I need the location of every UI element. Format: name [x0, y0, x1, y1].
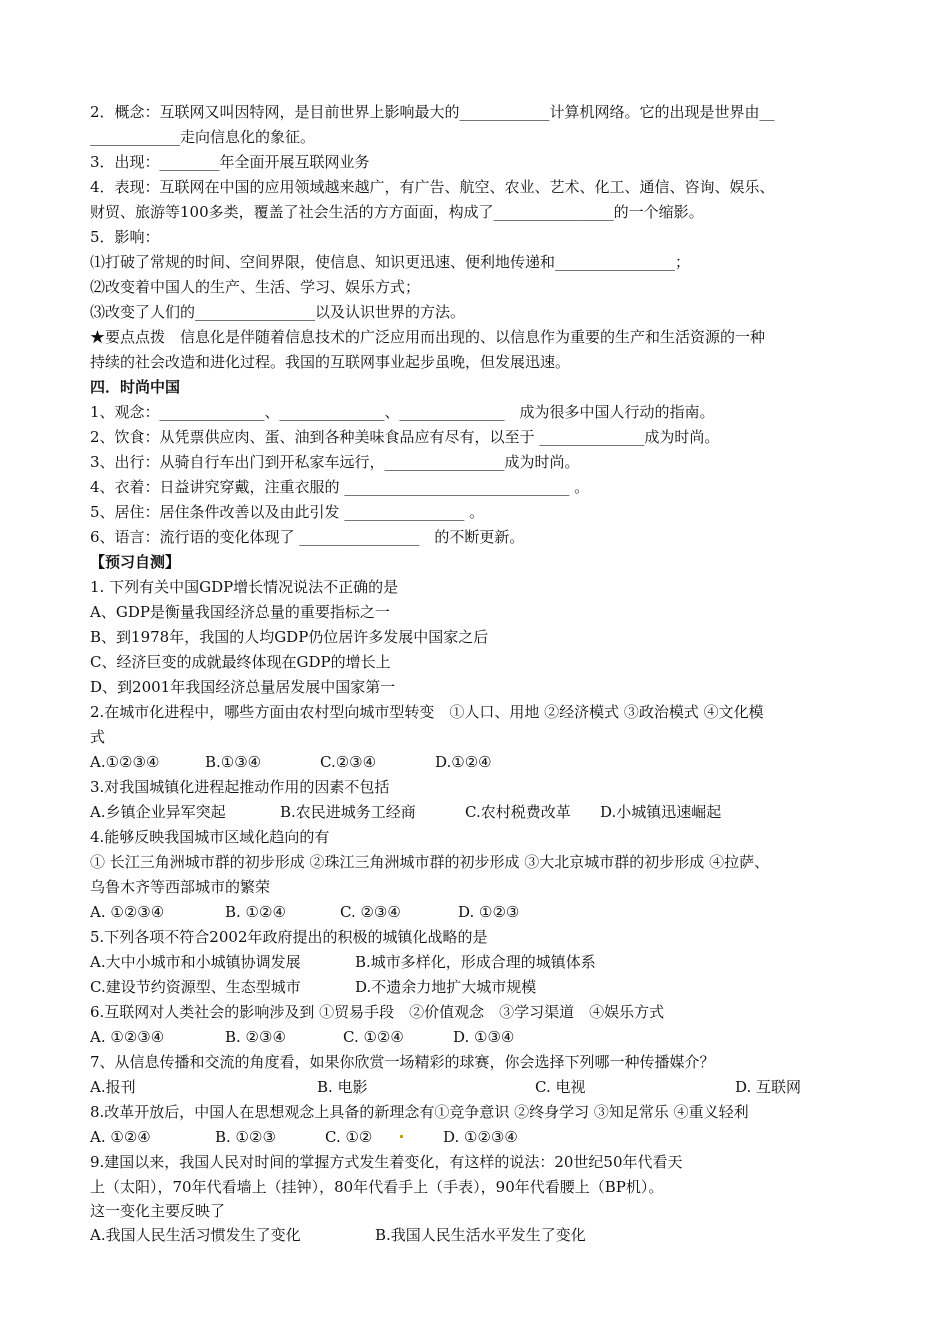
q8-option-a: A. ①②④	[90, 1128, 151, 1146]
q7-option-a: A.报刊	[90, 1078, 136, 1096]
q3-option-b: B.农民进城务工经商	[280, 803, 416, 821]
q6-option-b: B. ②③④	[225, 1028, 286, 1046]
q9-option-b: B.我国人民生活水平发生了变化	[375, 1226, 586, 1244]
question-8: 8.改革开放后，中国人在思想观念上具备的新理念有①竞争意识 ②终身学习 ③知足常乐 ④重义轻利	[90, 1103, 749, 1121]
q5-option-b: B.城市多样化，形成合理的城镇体系	[355, 953, 596, 971]
question-4-items-line-2: 乌鲁木齐等西部城市的繁荣	[90, 878, 271, 896]
q1-option-b: B、到1978年，我国的人均GDP仍位居许多发展中国家之后	[90, 628, 489, 646]
q7-option-c: C. 电视	[535, 1078, 586, 1096]
q5-options-row-1	[90, 951, 865, 973]
concept-line-1: 2．概念：互联网又叫因特网，是目前世界上影响最大的____________计算机网络。它的出现是世界由__	[90, 103, 775, 121]
q3-option-a: A.乡镇企业异军突起	[90, 803, 226, 821]
fashion-item-3: 3、出行：从骑自行车出门到开私家车远行，________________成为时尚。	[90, 453, 580, 471]
q4-option-c: C. ②③④	[340, 903, 401, 921]
influence-item-2: ⑵改变着中国人的生产、生活、学习、娱乐方式；	[90, 278, 421, 296]
key-point-line-2: 持续的社会改造和进化过程。我国的互联网事业起步虽晚，但发展迅速。	[90, 353, 571, 371]
fashion-item-4: 4、衣着：日益讲究穿戴，注重衣服的 ______________________________ 。	[90, 478, 590, 496]
q5-option-a: A.大中小城市和小城镇协调发展	[90, 953, 301, 971]
q6-option-a: A. ①②③④	[90, 1028, 165, 1046]
appearance-line: 3．出现：________年全面开展互联网业务	[90, 153, 370, 171]
influence-heading: 5．影响：	[90, 228, 160, 246]
question-2-line-1: 2.在城市化进程中，哪些方面由农村型向城市型转变 ①人口、用地 ②经济模式 ③政治模式 ④文化模	[90, 703, 764, 721]
question-2-line-2: 式	[90, 728, 106, 746]
q8-options	[90, 1126, 865, 1148]
q2-option-a: A.①②③④	[90, 753, 160, 771]
q1-option-c: C、经济巨变的成就最终体现在GDP的增长上	[90, 653, 391, 671]
q2-option-c: C.②③④	[320, 753, 377, 771]
q7-option-b: B. 电影	[317, 1078, 368, 1096]
key-point-line-1: ★要点点拨 信息化是伴随着信息技术的广泛应用而出现的、以信息作为重要的生产和生活资源的一种	[90, 328, 766, 346]
influence-item-3: ⑶改变了人们的________________以及认识世界的方法。	[90, 303, 466, 321]
q8-option-d: D. ①②③④	[443, 1128, 518, 1146]
fashion-item-6: 6、语言：流行语的变化体现了 ________________ 的不断更新。	[90, 528, 525, 546]
q6-option-c: C. ①②④	[343, 1028, 404, 1046]
question-4: 4.能够反映我国城市区域化趋向的有	[90, 828, 330, 846]
q3-option-d: D.小城镇迅速崛起	[600, 803, 722, 821]
question-9-line-3: 这一变化主要反映了	[90, 1202, 226, 1220]
concept-line-2: ____________走向信息化的象征。	[90, 128, 316, 146]
q9-options	[90, 1224, 865, 1246]
q7-options	[90, 1076, 865, 1098]
q8-option-c: C. ①②	[325, 1128, 373, 1146]
q1-option-d: D、到2001年我国经济总量居发展中国家第一	[90, 678, 396, 696]
q2-option-d: D.①②④	[435, 753, 492, 771]
performance-line-1: 4．表现：互联网在中国的应用领域越来越广，有广告、航空、农业、艺术、化工、通信、咨询、娱乐、	[90, 178, 775, 196]
question-7: 7、从信息传播和交流的角度看，如果你欣赏一场精彩的球赛，你会选择下列哪一种传播媒介？	[90, 1053, 715, 1071]
q8-option-b: B. ①②③	[215, 1128, 276, 1146]
q7-option-d: D. 互联网	[735, 1078, 802, 1096]
q1-option-a: A、GDP是衡量我国经济总量的重要指标之一	[90, 603, 390, 621]
question-9-line-2: 上（太阳），70年代看墙上（挂钟），80年代看手上（手表），90年代看腰上（BP机）。	[90, 1178, 664, 1196]
question-6: 6.互联网对人类社会的影响涉及到 ①贸易手段 ②价值观念 ③学习渠道 ④娱乐方式	[90, 1003, 665, 1021]
q5-option-c: C.建设节约资源型、生态型城市	[90, 978, 301, 996]
section-heading-self-test: 【预习自测】	[90, 553, 181, 571]
question-9-line-1: 9.建国以来，我国人民对时间的掌握方式发生着变化，有这样的说法：20世纪50年代看天	[90, 1153, 683, 1171]
q6-option-d: D. ①③④	[453, 1028, 515, 1046]
q4-option-b: B. ①②④	[225, 903, 286, 921]
fashion-item-2: 2、饮食：从凭票供应肉、蛋、油到各种美味食品应有尽有，以至于 ______________成为时尚。	[90, 428, 720, 446]
q4-option-d: D. ①②③	[458, 903, 520, 921]
q5-options-row-2	[90, 976, 865, 998]
section-heading-fashion-china: 四．时尚中国	[90, 378, 181, 396]
q4-option-a: A. ①②③④	[90, 903, 165, 921]
q2-options	[90, 751, 865, 773]
performance-line-2: 财贸、旅游等100多类，覆盖了社会生活的方方面面，构成了________________的一个缩影。	[90, 203, 704, 221]
fashion-item-1: 1、观念：______________、______________、______________ 成为很多中国人行动的指南。	[90, 403, 715, 421]
q3-option-c: C.农村税费改革	[465, 803, 571, 821]
q6-options	[90, 1026, 865, 1048]
q9-option-a: A.我国人民生活习惯发生了变化	[90, 1226, 301, 1244]
q4-options	[90, 901, 865, 923]
stray-mark	[400, 1135, 403, 1138]
question-1: 1. 下列有关中国GDP增长情况说法不正确的是	[90, 578, 399, 596]
question-5: 5.下列各项不符合2002年政府提出的积极的城镇化战略的是	[90, 928, 488, 946]
question-4-items-line-1: ① 长江三角洲城市群的初步形成 ②珠江三角洲城市群的初步形成 ③大北京城市群的初步形成 ④拉萨、	[90, 853, 770, 871]
q2-option-b: B.①③④	[205, 753, 262, 771]
influence-item-1: ⑴打破了常规的时间、空间界限，使信息、知识更迅速、便利地传递和________________；	[90, 253, 691, 271]
q3-options	[90, 801, 865, 823]
q5-option-d: D.不遗余力地扩大城市规模	[355, 978, 537, 996]
question-3: 3.对我国城镇化进程起推动作用的因素不包括	[90, 778, 390, 796]
fashion-item-5: 5、居住：居住条件改善以及由此引发 ________________ 。	[90, 503, 485, 521]
